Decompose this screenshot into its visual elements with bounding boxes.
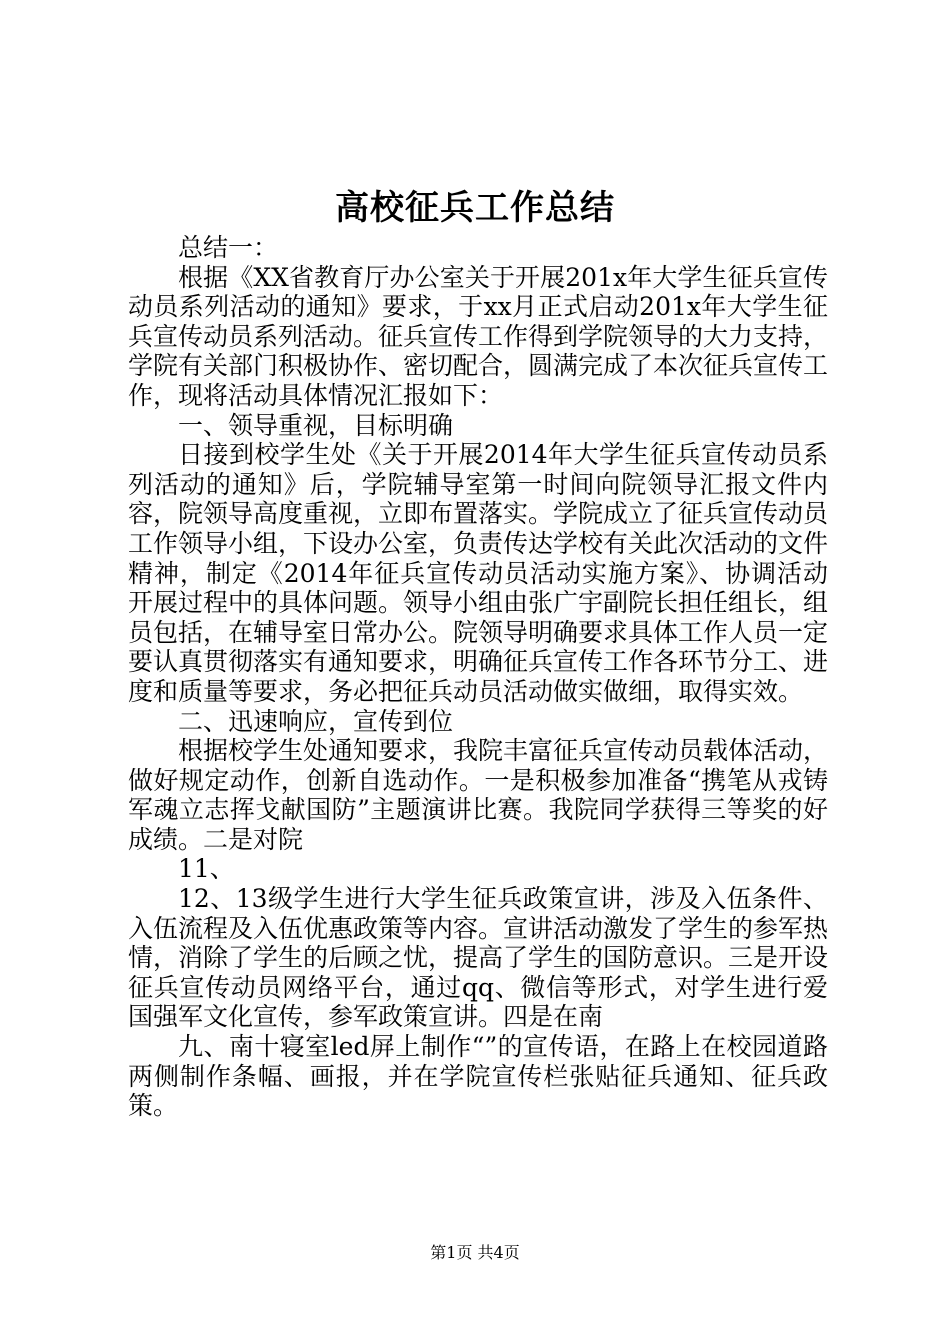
paragraph-summary-heading: 总结一： [178, 233, 279, 262]
document-body [128, 233, 828, 1121]
paragraph-section-1: 日接到校学生处《关于开展2014年大学生征兵宣传动员系列活动的通知》后，学院辅导室第一时间向院领导汇报文件内容，院领导高度重视，立即布置落实。学院成立了征兵宣传动员工作领导小组，下设办公室，负责传达学校有关此次活动的文件精神，制定《2014年征兵宣传动员活动实施方案》、协调活动开展过程中的具体问题。领导小组由张广宇副院长担任组长，组员包括，在辅导室日常办公。院领导明确要求具体工作人员一定要认真贯彻落实有通知要求，明确征兵宣传工作各环节分工、进度和质量等要求，务必把征兵动员活动做实做细，取得实效。 [128, 440, 829, 706]
page-footer: 第1页 共4页 [430, 1243, 520, 1262]
paragraph-intro: 根据《XX省教育厅办公室关于开展201x年大学生征兵宣传动员系列活动的通知》要求，于xx月正式启动201x年大学生征兵宣传动员系列活动。征兵宣传工作得到学院领导的大力支持，学院有关部门积极协作、密切配合，圆满完成了本次征兵宣传工作，现将活动具体情况汇报如下： [128, 262, 829, 410]
document-title: 高校征兵工作总结 [335, 188, 615, 228]
paragraph-section-2-end: 九、南十寝室led屏上制作“”的宣传语，在路上在校园道路两侧制作条幅、画报，并在学院宣传栏张贴征兵通知、征兵政策。 [128, 1032, 828, 1121]
paragraph-section-2-continued: 12、13级学生进行大学生征兵政策宣讲，涉及入伍条件、入伍流程及入伍优惠政策等内容。宣讲活动激发了学生的参军热情，消除了学生的后顾之忧，提高了学生的国防意识。三是开设征兵宣传动员网络平台，通过qq、微信等形式，对学生进行爱国强军文化宣传，参军政策宣讲。四是在南 [128, 884, 829, 1032]
paragraph-section-2: 根据校学生处通知要求，我院丰富征兵宣传动员载体活动，做好规定动作，创新自选动作。一是积极参加准备“携笔从戎铸军魂立志挥戈献国防”主题演讲比赛。我院同学获得三等奖的好成绩。二是对院 [128, 736, 829, 854]
section-heading-2: 二、迅速响应，宣传到位 [178, 706, 454, 736]
paragraph-fragment-11: 11、 [178, 854, 235, 884]
section-heading-1: 一、领导重视，目标明确 [178, 410, 454, 440]
